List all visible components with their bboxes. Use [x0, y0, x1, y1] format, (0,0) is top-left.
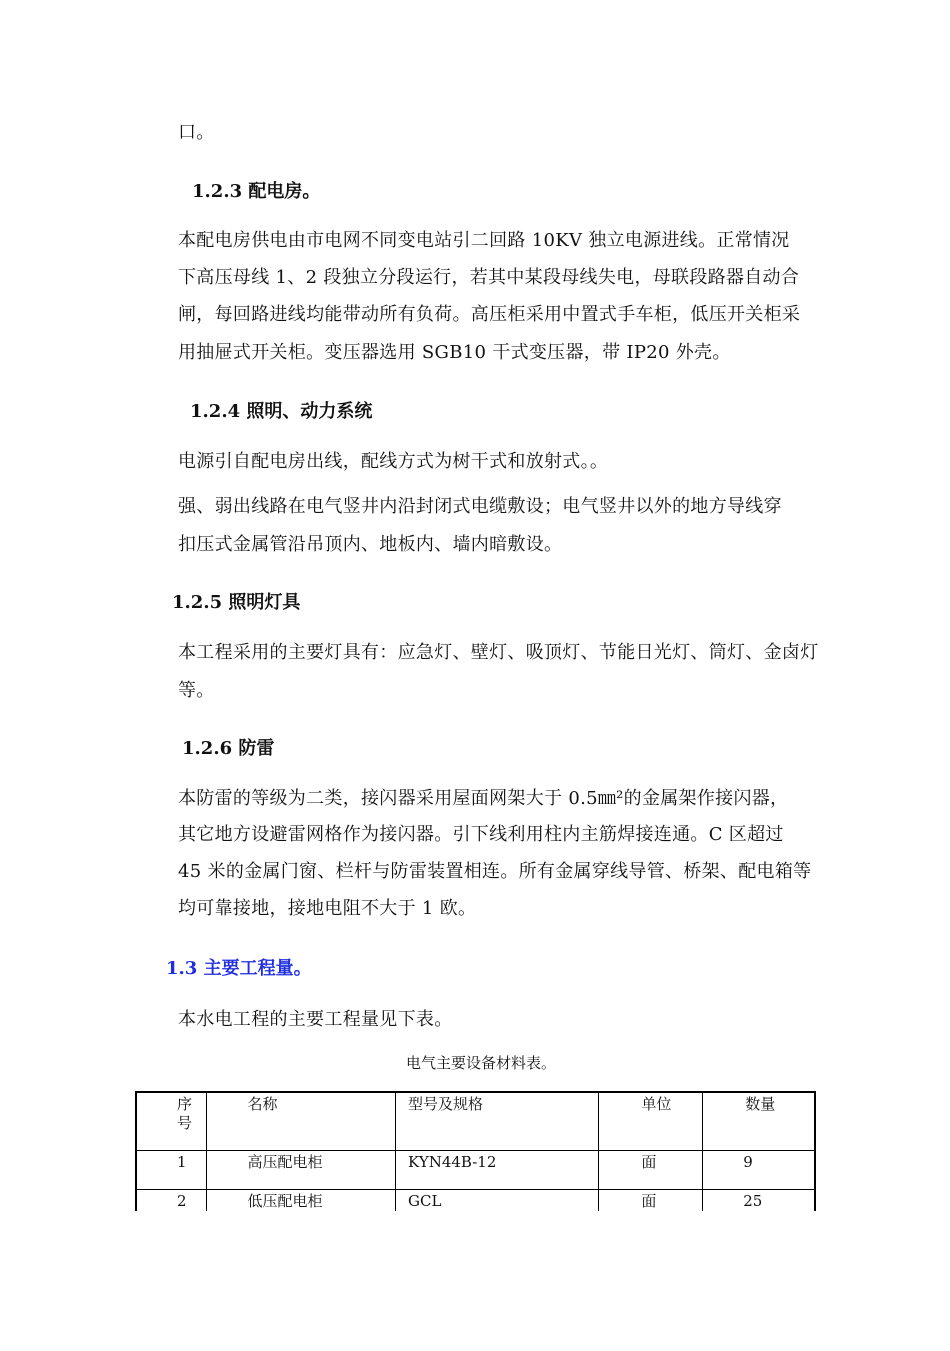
page-bottom-mask: [0, 1211, 950, 1351]
paragraph-line: 本水电工程的主要工程量见下表。: [178, 1009, 453, 1030]
header-cell-qty: [703, 1092, 815, 1150]
header-text: 单位: [641, 1095, 672, 1113]
paragraph-line: 扣压式金属管沿吊顶内、地板内、墙内暗敷设。: [178, 534, 563, 555]
table-caption: 电气主要设备材料表。: [406, 1054, 557, 1072]
header-text: 名称: [247, 1095, 278, 1113]
paragraph-line: 本防雷的等级为二类，接闪器采用屋面网架大于 0.5㎜²的金属架作接闪器，: [178, 788, 789, 809]
section-heading-1-2-3: 1.2.3 配电房。: [192, 181, 321, 202]
paragraph-line: 电源引自配电房出线，配线方式为树干式和放射式。。: [178, 451, 609, 472]
paragraph-line: 均可靠接地，接地电阻不大于 1 欧。: [178, 898, 477, 919]
cell-spec: KYN44B-12: [396, 1150, 599, 1189]
section-heading-1-2-4: 1.2.4 照明、动力系统: [190, 401, 373, 422]
cell-index: 2: [136, 1189, 207, 1228]
section-heading-1-3: 1.3 主要工程量。: [166, 958, 312, 979]
header-cell-name: [207, 1092, 396, 1150]
cell-unit: 面: [599, 1150, 703, 1189]
paragraph-line: 下高压母线 1、2 段独立分段运行，若其中某段母线失电，母联段路器自动合: [178, 267, 800, 288]
paragraph-line: 闸，每回路进线均能带动所有负荷。高压柜采用中置式手车柜，低压开关柜采: [178, 304, 801, 325]
header-text: 数量: [745, 1095, 776, 1113]
header-cell-unit: [599, 1092, 703, 1150]
paragraph-line: 其它地方设避雷网格作为接闪器。引下线利用柱内主筋焊接连通。C 区超过: [178, 824, 784, 845]
paragraph-line: 用抽屉式开关柜。变压器选用 SGB10 干式变压器，带 IP20 外壳。: [178, 342, 731, 363]
table-row: [136, 1150, 815, 1189]
header-cell-index: [136, 1092, 207, 1150]
materials-table: [135, 1091, 816, 1229]
paragraph-line: 本配电房供电由市电网不同变电站引二回路 10KV 独立电源进线。正常情况: [178, 230, 790, 251]
cell-index: 1: [136, 1150, 207, 1189]
paragraph-line: 45 米的金属门窗、栏杆与防雷装置相连。所有金属穿线导管、桥架、配电箱等: [178, 861, 812, 882]
paragraph-line: 口。: [178, 122, 215, 143]
cell-qty: 25: [703, 1189, 815, 1228]
section-heading-1-2-5: 1.2.5 照明灯具: [172, 592, 301, 613]
paragraph-line: 强、弱出线路在电气竖井内沿封闭式电缆敷设；电气竖井以外的地方导线穿: [178, 496, 782, 517]
cell-name: 低压配电柜: [207, 1189, 396, 1228]
cell-qty: 9: [703, 1150, 815, 1189]
cell-unit: 面: [599, 1189, 703, 1228]
paragraph-line: 等。: [178, 680, 215, 701]
cell-spec: GCL: [396, 1189, 599, 1228]
paragraph-line: 本工程采用的主要灯具有：应急灯、壁灯、吸顶灯、节能日光灯、筒灯、金卤灯: [178, 642, 819, 663]
header-text: 型号及规格: [408, 1095, 484, 1113]
header-cell-spec: [396, 1092, 599, 1150]
header-text: 序 号: [177, 1095, 193, 1132]
table-header-row: [136, 1092, 815, 1150]
section-heading-1-2-6: 1.2.6 防雷: [182, 738, 275, 759]
cell-name: 高压配电柜: [207, 1150, 396, 1189]
